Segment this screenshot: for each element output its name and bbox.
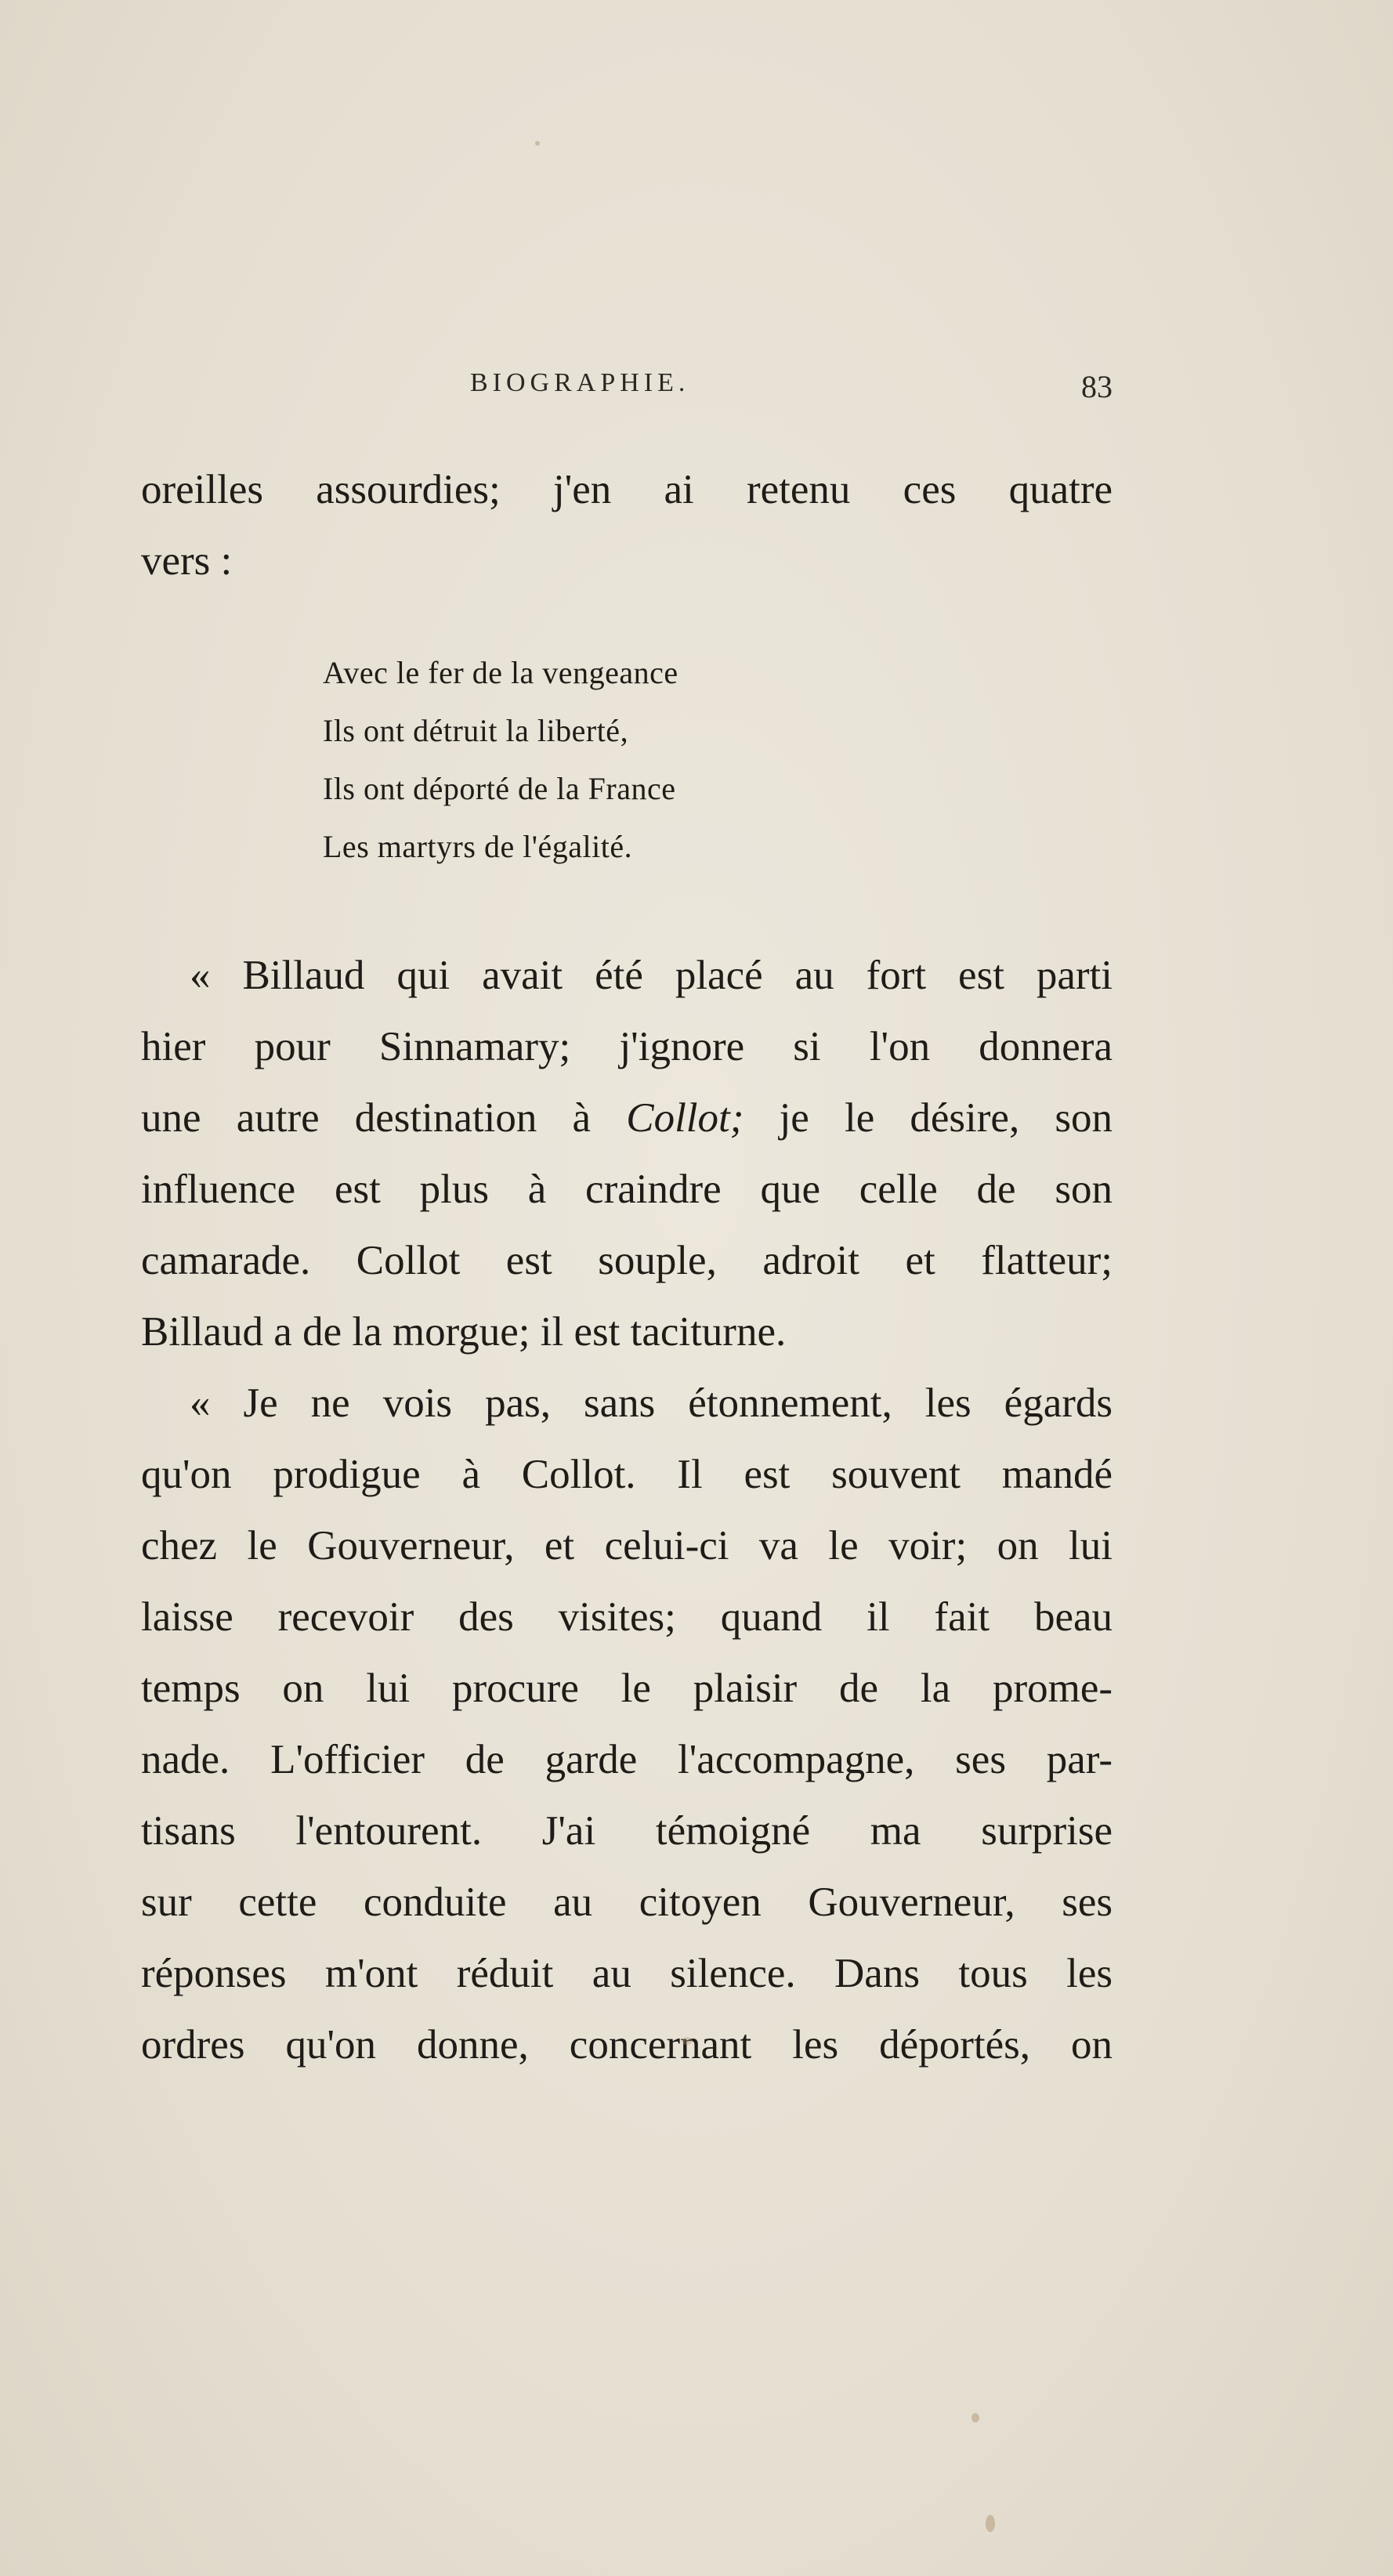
text-line: oreilles assourdies; j'en ai retenu ces quatre <box>141 467 1113 512</box>
verse-line: Les martyrs de l'égalité. <box>323 829 633 864</box>
text-segment: une autre destination à <box>141 1095 627 1141</box>
foxing-spot <box>986 2515 995 2532</box>
text-line: nade. L'officier de garde l'accompagne, ses par- <box>141 1737 1113 1782</box>
paragraph <box>141 1368 1113 2081</box>
foxing-spot <box>682 2037 693 2045</box>
paragraph <box>141 940 1113 1368</box>
verse-line: Avec le fer de la vengeance <box>323 655 678 690</box>
verse-line: Ils ont déporté de la France <box>323 771 676 806</box>
page-header <box>141 368 1113 415</box>
text-line: temps on lui procure le plaisir de la prome- <box>141 1666 1113 1711</box>
foxing-spot <box>535 141 540 146</box>
text-line: influence est plus à craindre que celle de son <box>141 1167 1113 1212</box>
text-line: ordres qu'on donne, concernant les déportés, on <box>141 2022 1113 2068</box>
text-line: tisans l'entourent. J'ai témoigné ma surprise <box>141 1808 1113 1854</box>
foxing-spot <box>971 2413 979 2422</box>
page-number: 83 <box>1081 369 1113 404</box>
text-line: hier pour Sinnamary; j'ignore si l'on donnera <box>141 1024 1113 1069</box>
text-line: sur cette conduite au citoyen Gouverneur, ses <box>141 1880 1113 1925</box>
text-line: « Billaud qui avait été placé au fort est parti <box>190 953 1113 998</box>
text-line: réponses m'ont réduit au silence. Dans tous les <box>141 1951 1113 1996</box>
text-segment: je le désire, son <box>744 1095 1113 1141</box>
text-line: « Je ne vois pas, sans étonnement, les égards <box>190 1380 1113 1426</box>
text-line: camarade. Collot est souple, adroit et flatteur; <box>141 1238 1113 1283</box>
body-text <box>141 454 1113 2081</box>
text-line: Billaud a de la morgue; il est taciturne. <box>141 1309 787 1355</box>
verse-quatrain <box>323 644 1113 876</box>
verse-line: Ils ont détruit la liberté, <box>323 713 629 748</box>
text-line: qu'on prodigue à Collot. Il est souvent mandé <box>141 1452 1113 1497</box>
italic-name: Collot; <box>626 1095 744 1141</box>
text-line <box>141 1083 1113 1154</box>
text-line: laisse recevoir des visites; quand il fait beau <box>141 1594 1113 1640</box>
text-line: vers : <box>141 538 233 584</box>
text-line: chez le Gouverneur, et celui-ci va le voir; on lui <box>141 1523 1113 1568</box>
running-title: BIOGRAPHIE. <box>470 368 690 397</box>
